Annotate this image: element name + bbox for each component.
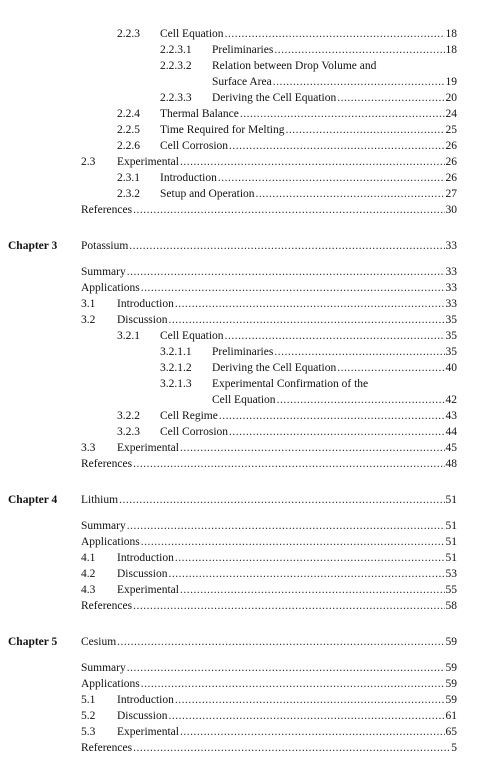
section-number: 2.2.3.1 xyxy=(160,44,192,56)
leader-dots xyxy=(180,154,445,170)
toc-entry[interactable] xyxy=(0,456,482,472)
section-title: Applications xyxy=(81,282,140,294)
section-number: 4.3 xyxy=(81,584,96,596)
section-number: 3.2.1.1 xyxy=(160,346,192,358)
leader-dots xyxy=(274,344,444,360)
toc-entry[interactable] xyxy=(0,708,482,724)
leader-dots xyxy=(285,122,444,138)
section-title: Discussion xyxy=(117,568,168,580)
page-number: 25 xyxy=(445,124,457,136)
section-number: 5.2 xyxy=(81,710,96,722)
section-title: Discussion xyxy=(117,314,168,326)
page-number: 59 xyxy=(445,662,457,674)
leader-dots xyxy=(180,440,445,456)
section-title: Experimental xyxy=(117,442,179,454)
page-number: 30 xyxy=(445,204,457,216)
page-number: 51 xyxy=(445,536,457,548)
page-number: 55 xyxy=(445,584,457,596)
toc-entry[interactable] xyxy=(0,58,482,74)
toc-entry-continuation[interactable] xyxy=(0,392,482,408)
leader-dots xyxy=(133,456,444,472)
section-number: 4.1 xyxy=(81,552,96,564)
leader-dots xyxy=(256,186,445,202)
section-title: Summary xyxy=(81,266,126,278)
section-title: Cesium xyxy=(81,636,117,648)
toc-entry[interactable] xyxy=(0,376,482,392)
section-number: 3.2.2 xyxy=(117,410,140,422)
section-number: 3.2.1.2 xyxy=(160,362,192,374)
chapter-label: Chapter 4 xyxy=(8,494,58,506)
leader-dots xyxy=(168,708,444,724)
leader-dots xyxy=(133,202,444,218)
leader-dots xyxy=(127,518,445,534)
leader-dots xyxy=(127,264,445,280)
section-number: 2.2.3 xyxy=(117,28,140,40)
toc-entry[interactable] xyxy=(0,676,482,692)
section-title-continued: Surface Area xyxy=(212,76,272,88)
leader-dots xyxy=(168,566,444,582)
page-number: 59 xyxy=(445,694,457,706)
section-title: Time Required for Melting xyxy=(160,124,285,136)
page-number: 44 xyxy=(445,426,457,438)
section-title: Applications xyxy=(81,536,140,548)
page-number: 20 xyxy=(445,92,457,104)
toc-entry[interactable] xyxy=(0,186,482,202)
section-number: 5.3 xyxy=(81,726,96,738)
toc-entry[interactable] xyxy=(0,138,482,154)
leader-dots xyxy=(240,106,445,122)
leader-dots xyxy=(277,392,445,408)
toc-entry[interactable] xyxy=(0,280,482,296)
leader-dots xyxy=(175,692,445,708)
toc-entry[interactable] xyxy=(0,582,482,598)
section-number: 3.2.3 xyxy=(117,426,140,438)
toc-entry[interactable] xyxy=(0,296,482,312)
toc-entry[interactable] xyxy=(0,740,482,756)
section-title: Experimental xyxy=(117,726,179,738)
section-title: Summary xyxy=(81,662,126,674)
leader-dots xyxy=(337,360,444,376)
leader-dots xyxy=(175,550,445,566)
leader-dots xyxy=(168,312,444,328)
leader-dots xyxy=(273,74,445,90)
section-number: 2.2.3.2 xyxy=(160,60,192,72)
page-number: 40 xyxy=(445,362,457,374)
leader-dots xyxy=(117,634,444,650)
section-title: Thermal Balance xyxy=(160,108,239,120)
toc-entry[interactable] xyxy=(0,724,482,740)
section-title: Potassium xyxy=(81,240,129,252)
section-title: Experimental xyxy=(117,584,179,596)
section-title: Applications xyxy=(81,678,140,690)
section-title: Cell Corrosion xyxy=(160,140,229,152)
section-number: 2.3.1 xyxy=(117,172,140,184)
toc-entry[interactable] xyxy=(0,312,482,328)
toc-entry[interactable] xyxy=(0,598,482,614)
toc-entry[interactable] xyxy=(0,42,482,58)
section-number: 2.3 xyxy=(81,156,96,168)
leader-dots xyxy=(175,296,445,312)
section-title: Discussion xyxy=(117,710,168,722)
page-number: 45 xyxy=(445,442,457,454)
toc-entry[interactable] xyxy=(0,202,482,218)
chapter-label: Chapter 5 xyxy=(8,636,58,648)
page-number: 42 xyxy=(445,394,457,406)
toc-entry[interactable] xyxy=(0,550,482,566)
leader-dots xyxy=(218,170,445,186)
page-number: 65 xyxy=(445,726,457,738)
section-title: Introduction xyxy=(117,694,174,706)
section-title: Relation between Drop Volume and xyxy=(212,60,377,72)
leader-dots xyxy=(337,90,444,106)
section-number: 2.2.4 xyxy=(117,108,140,120)
page-number: 51 xyxy=(445,494,457,506)
section-title: References xyxy=(81,600,133,612)
section-title: Cell Equation xyxy=(160,330,224,342)
section-number: 4.2 xyxy=(81,568,96,580)
section-number: 5.1 xyxy=(81,694,96,706)
page-number: 61 xyxy=(445,710,457,722)
section-title: References xyxy=(81,458,133,470)
section-number: 3.2.1 xyxy=(117,330,140,342)
page-number: 26 xyxy=(445,172,457,184)
toc-entry[interactable] xyxy=(0,264,482,280)
section-title: Introduction xyxy=(117,298,174,310)
toc-entry[interactable] xyxy=(0,90,482,106)
page-number: 24 xyxy=(445,108,457,120)
page-number: 26 xyxy=(445,140,457,152)
section-number: 3.2 xyxy=(81,314,96,326)
leader-dots xyxy=(229,424,444,440)
page-number: 51 xyxy=(445,552,457,564)
section-title: References xyxy=(81,742,133,754)
page-number: 27 xyxy=(445,188,457,200)
section-number: 3.1 xyxy=(81,298,96,310)
page-number: 59 xyxy=(445,636,457,648)
section-title: Introduction xyxy=(160,172,217,184)
leader-dots xyxy=(133,740,450,756)
toc-entry[interactable] xyxy=(0,122,482,138)
toc-chapter-row[interactable] xyxy=(0,238,482,254)
section-title-continued: Cell Equation xyxy=(212,394,276,406)
leader-dots xyxy=(141,280,445,296)
section-number: 2.2.6 xyxy=(117,140,140,152)
toc-entry[interactable] xyxy=(0,344,482,360)
leader-dots xyxy=(274,42,444,58)
toc-entry[interactable] xyxy=(0,518,482,534)
toc-entry[interactable] xyxy=(0,328,482,344)
page-number: 58 xyxy=(445,600,457,612)
section-title: Deriving the Cell Equation xyxy=(212,362,337,374)
section-number: 3.2.1.3 xyxy=(160,378,192,390)
page-number: 35 xyxy=(445,346,457,358)
section-title: Preliminaries xyxy=(212,346,274,358)
section-number: 2.2.3.3 xyxy=(160,92,192,104)
section-title: Introduction xyxy=(117,552,174,564)
section-title: References xyxy=(81,204,133,216)
toc-entry[interactable] xyxy=(0,408,482,424)
toc-entry[interactable] xyxy=(0,424,482,440)
leader-dots xyxy=(127,660,445,676)
leader-dots xyxy=(219,408,445,424)
toc-entry[interactable] xyxy=(0,566,482,582)
leader-dots xyxy=(229,138,444,154)
page-number: 33 xyxy=(445,298,457,310)
toc-chapter-row[interactable] xyxy=(0,492,482,508)
page-number: 35 xyxy=(445,330,457,342)
section-title: Cell Corrosion xyxy=(160,426,229,438)
page-number: 51 xyxy=(445,520,457,532)
toc-entry-continuation[interactable] xyxy=(0,74,482,90)
page-number: 43 xyxy=(445,410,457,422)
leader-dots xyxy=(119,492,444,508)
leader-dots xyxy=(133,598,444,614)
page-number: 19 xyxy=(445,76,457,88)
leader-dots xyxy=(141,676,445,692)
leader-dots xyxy=(141,534,445,550)
leader-dots xyxy=(225,26,445,42)
leader-dots xyxy=(129,238,444,254)
toc-entry[interactable] xyxy=(0,26,482,42)
toc-entry[interactable] xyxy=(0,170,482,186)
chapter-label: Chapter 3 xyxy=(8,240,58,252)
section-number: 2.3.2 xyxy=(117,188,140,200)
section-title: Summary xyxy=(81,520,126,532)
page-number: 18 xyxy=(445,44,457,56)
section-title: Cell Regime xyxy=(160,410,218,422)
page-number: 33 xyxy=(445,282,457,294)
section-title: Preliminaries xyxy=(212,44,274,56)
toc-entry[interactable] xyxy=(0,440,482,456)
page-number: 59 xyxy=(445,678,457,690)
section-number: 2.2.5 xyxy=(117,124,140,136)
page-number: 33 xyxy=(445,266,457,278)
section-title: Setup and Operation xyxy=(160,188,255,200)
page-number: 26 xyxy=(445,156,457,168)
section-title: Cell Equation xyxy=(160,28,224,40)
leader-dots xyxy=(180,724,445,740)
toc-entry[interactable] xyxy=(0,692,482,708)
toc-entry[interactable] xyxy=(0,106,482,122)
page-number: 5 xyxy=(451,742,457,754)
section-title: Deriving the Cell Equation xyxy=(212,92,337,104)
section-title: Lithium xyxy=(81,494,119,506)
toc-entry[interactable] xyxy=(0,534,482,550)
page-number: 35 xyxy=(445,314,457,326)
leader-dots xyxy=(180,582,445,598)
toc-entry[interactable] xyxy=(0,360,482,376)
toc-entry[interactable] xyxy=(0,660,482,676)
toc-entry[interactable] xyxy=(0,154,482,170)
page-number: 18 xyxy=(445,28,457,40)
leader-dots xyxy=(225,328,445,344)
page-number: 33 xyxy=(445,240,457,252)
toc-chapter-row[interactable] xyxy=(0,634,482,650)
section-number: 3.3 xyxy=(81,442,96,454)
section-title: Experimental Confirmation of the xyxy=(212,378,369,390)
page-number: 53 xyxy=(445,568,457,580)
page-number: 48 xyxy=(445,458,457,470)
section-title: Experimental xyxy=(117,156,179,168)
